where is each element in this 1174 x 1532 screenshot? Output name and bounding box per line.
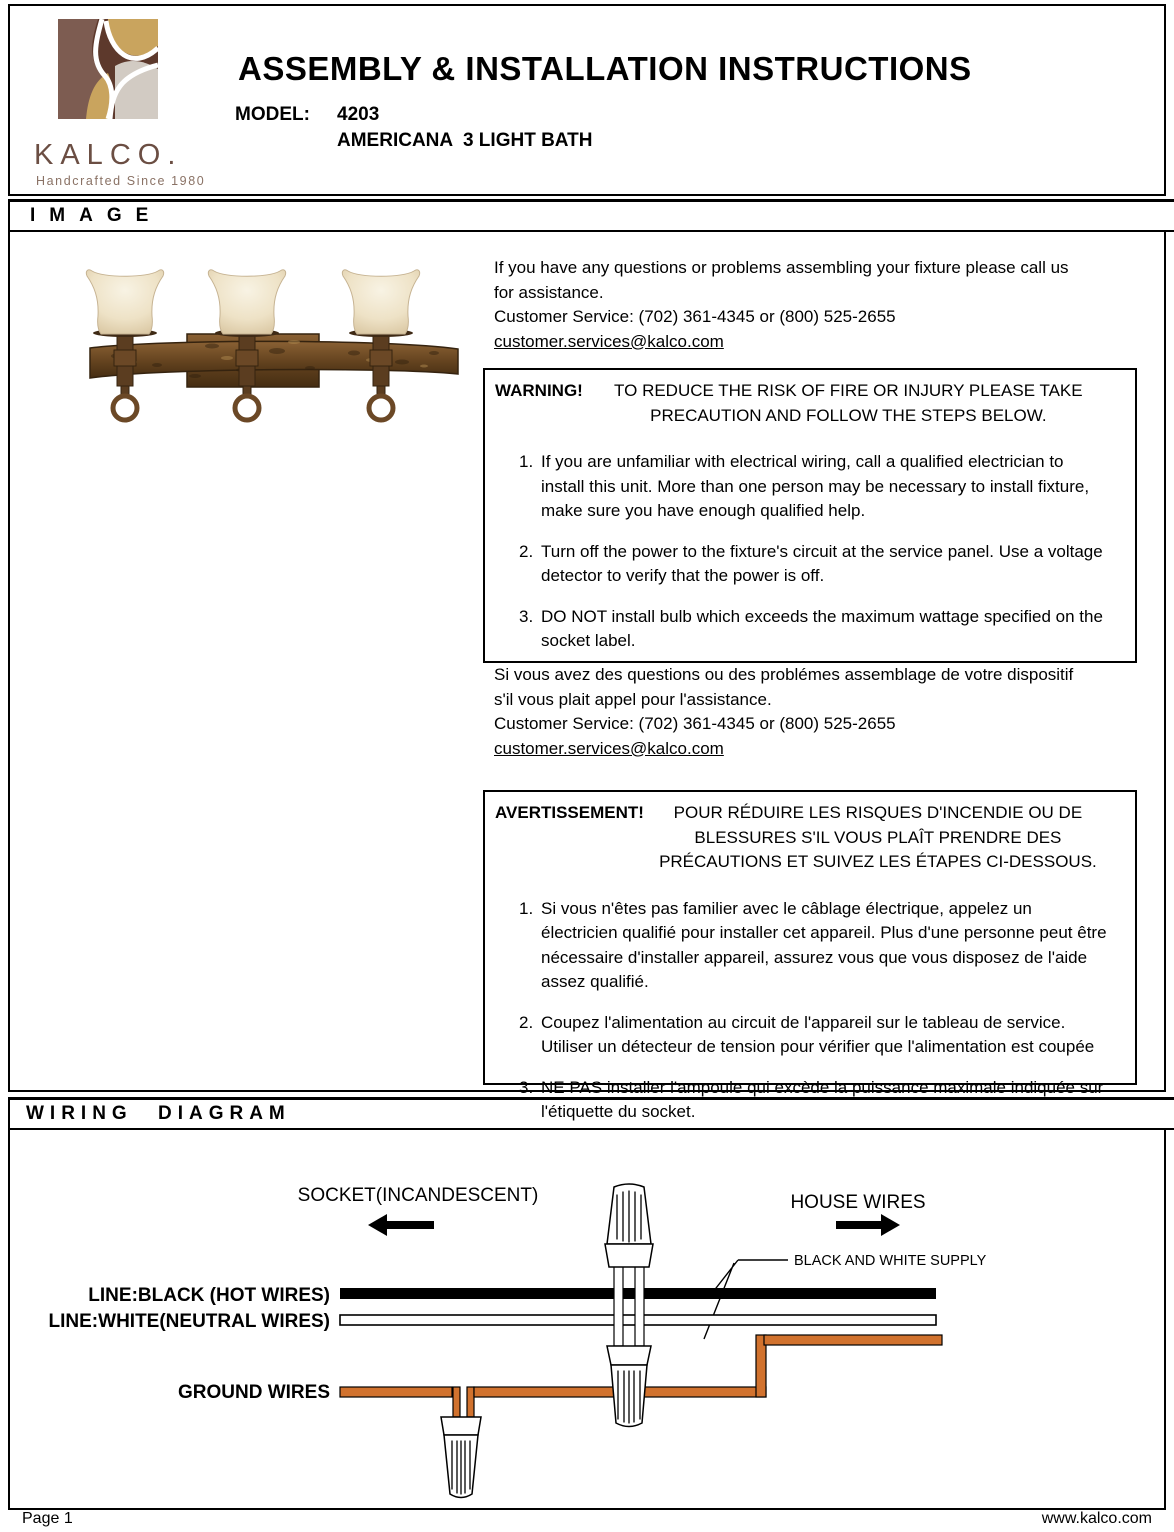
header-box — [8, 4, 1166, 196]
contact-paragraph-fr — [494, 663, 1079, 761]
warning-en-item-2 — [519, 540, 1123, 589]
model-label: MODEL: — [235, 104, 310, 125]
contact-en-body: If you have any questions or problems assembling your fixture please call us for assistance. — [494, 258, 1069, 302]
item-number: 1. — [519, 898, 534, 918]
wire-nut-ground — [441, 1417, 481, 1498]
warning-box-en — [483, 368, 1137, 663]
contact-fr-phone: Customer Service: (702) 361-4345 or (800) 525-2655 — [494, 714, 896, 733]
model-name: AMERICANA 3 LIGHT BATH — [337, 130, 593, 151]
item-text: DO NOT install bulb which exceeds the maximum wattage specified on the socket label. — [541, 606, 1103, 650]
supply-label: BLACK AND WHITE SUPPLY — [794, 1253, 987, 1269]
website-link[interactable]: www.kalco.com — [1041, 1510, 1152, 1527]
item-number: 3. — [519, 606, 534, 626]
item-number: 2. — [519, 541, 534, 561]
warning-header-fr — [495, 801, 1123, 875]
fixture-wire-right — [635, 1266, 644, 1346]
section-wiring-label: WIRING DIAGRAM — [26, 1103, 291, 1124]
warning-label-en: WARNING! — [495, 381, 583, 400]
contact-en-phone: Customer Service: (702) 361-4345 or (800) 525-2655 — [494, 307, 896, 326]
warning-heading-fr: POUR RÉDUIRE LES RISQUES D'INCENDIE OU DE BLESSURES S'IL VOUS PLAÎT PRENDRE DES PRÉCAUTIONS ET SUIVEZ LES ÉTAPES CI-DESSOUS. — [659, 803, 1097, 871]
item-text: Coupez l'alimentation au circuit de l'appareil sur le tableau de service. Utiliser un détecteur de tension pour vérifier que l'alimentation est coupée — [541, 1012, 1095, 1056]
socket-label: SOCKET(INCANDESCENT) — [297, 1185, 539, 1206]
brand-tagline: Handcrafted Since 1980 — [36, 174, 206, 188]
item-text: NE PAS installer l'ampoule qui excède la puissance maximale indiquée sur l'étiquette du socket. — [541, 1077, 1104, 1121]
page-number: Page 1 — [22, 1510, 73, 1527]
item-text: Turn off the power to the fixture's circuit at the service panel. Use a voltage detector to verify that the power is off. — [541, 541, 1103, 585]
brand-wordmark: KALCO. — [34, 139, 183, 171]
supply-leader-lines — [704, 1260, 788, 1339]
item-number: 1. — [519, 452, 534, 471]
contact-fr-email-link[interactable]: customer.services@kalco.com — [494, 738, 724, 758]
item-text: If you are unfamiliar with electrical wiring, call a qualified electrician to install this unit. More than one person may be necessary to install fixture, make sure you have enough qualified help. — [541, 452, 1090, 520]
section-header-image — [8, 199, 1174, 232]
wiring-diagram — [8, 1129, 1162, 1508]
line-black-label: LINE:BLACK (HOT WIRES) — [88, 1285, 330, 1306]
item-text: Si vous n'êtes pas familier avec le câblage électrique, appelez un électricien qualifié pour installer cet appareil. Plus d'une personne peut être nécessaire d'installer appareil, assurez vous que vous disposez de l'aide assez qualifié. — [541, 898, 1107, 991]
section-image-label: IMAGE — [30, 205, 163, 226]
item-number: 3. — [519, 1077, 534, 1097]
warning-en-item-3 — [519, 605, 1123, 654]
fixture-wire-left — [614, 1266, 623, 1346]
kalco-logo-icon — [58, 19, 158, 119]
warning-box-fr — [483, 790, 1137, 1121]
contact-en-email-link[interactable]: customer.services@kalco.com — [494, 331, 724, 351]
section-header-wiring — [8, 1097, 1174, 1130]
warning-fr-item-2 — [519, 1011, 1123, 1060]
page-title: ASSEMBLY & INSTALLATION INSTRUCTIONS — [238, 50, 972, 87]
ground-wires-label: GROUND WIRES — [178, 1382, 330, 1403]
contact-fr-body: Si vous avez des questions ou des problémes assemblage de votre dispositif s'il vous plait appel pour l'assistance. — [494, 665, 1074, 709]
warning-en-item-1 — [519, 450, 1123, 524]
warning-fr-item-1 — [519, 897, 1123, 995]
wire-nut-top — [605, 1184, 653, 1267]
warning-heading-en: TO REDUCE THE RISK OF FIRE OR INJURY PLEASE TAKE PRECAUTION AND FOLLOW THE STEPS BELOW. — [614, 381, 1083, 425]
item-number: 2. — [519, 1012, 534, 1032]
product-photo-3-light-bath-fixture — [72, 250, 476, 438]
wire-nut-middle — [607, 1346, 651, 1427]
warning-label-fr: AVERTISSEMENT! — [495, 803, 644, 822]
arrow-right-icon — [836, 1214, 900, 1236]
line-white-label: LINE:WHITE(NEUTRAL WIRES) — [48, 1311, 330, 1332]
arrow-left-icon — [368, 1214, 434, 1236]
warning-header-en — [495, 379, 1123, 428]
house-wires-label: HOUSE WIRES — [790, 1192, 926, 1213]
model-number: 4203 — [337, 104, 380, 125]
contact-paragraph-en — [494, 256, 1079, 354]
